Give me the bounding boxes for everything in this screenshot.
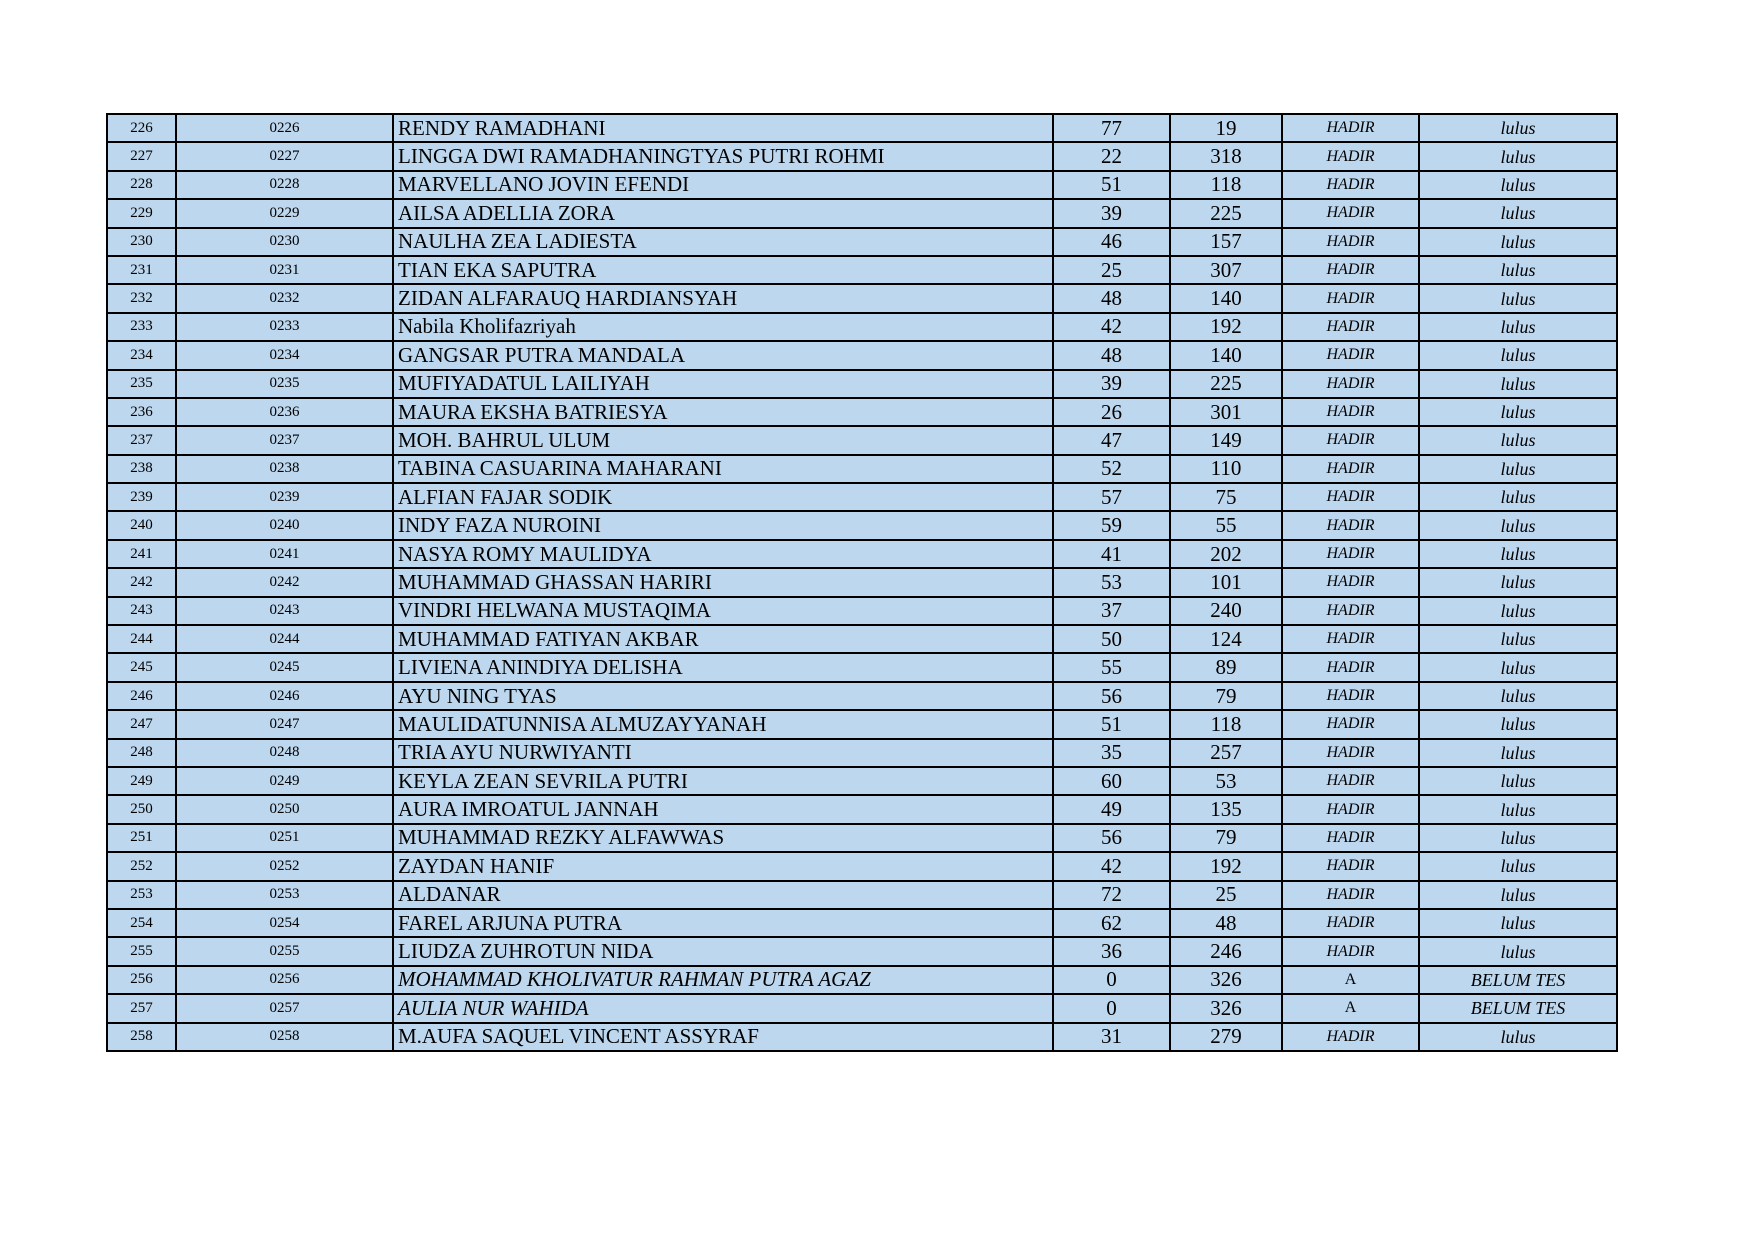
attendance-cell: HADIR	[1282, 568, 1419, 596]
participant-name-cell: RENDY RAMADHANI	[393, 114, 1053, 142]
rank-cell: 89	[1170, 653, 1282, 681]
table-row	[107, 994, 1617, 1022]
table-row	[107, 142, 1617, 170]
score-cell: 72	[1053, 881, 1170, 909]
participant-name-cell: AILSA ADELLIA ZORA	[393, 199, 1053, 227]
row-number-cell: 256	[107, 966, 176, 994]
row-number-cell: 231	[107, 256, 176, 284]
participant-name-cell: MAURA EKSHA BATRIESYA	[393, 398, 1053, 426]
participant-code-cell: 0239	[176, 483, 393, 511]
results-table	[106, 113, 1618, 1052]
row-number-cell: 229	[107, 199, 176, 227]
rank-cell: 257	[1170, 739, 1282, 767]
table-row	[107, 228, 1617, 256]
score-cell: 53	[1053, 568, 1170, 596]
score-cell: 47	[1053, 426, 1170, 454]
participant-name-cell: AYU NING TYAS	[393, 682, 1053, 710]
status-cell: BELUM TES	[1419, 966, 1617, 994]
attendance-cell: A	[1282, 994, 1419, 1022]
row-number-cell: 254	[107, 909, 176, 937]
attendance-cell: HADIR	[1282, 341, 1419, 369]
status-cell: lulus	[1419, 710, 1617, 738]
rank-cell: 307	[1170, 256, 1282, 284]
participant-code-cell: 0258	[176, 1023, 393, 1051]
status-cell: lulus	[1419, 909, 1617, 937]
status-cell: lulus	[1419, 142, 1617, 170]
participant-name-cell: LIUDZA ZUHROTUN NIDA	[393, 937, 1053, 965]
table-row	[107, 767, 1617, 795]
status-cell: lulus	[1419, 540, 1617, 568]
attendance-cell: HADIR	[1282, 398, 1419, 426]
table-row	[107, 511, 1617, 539]
row-number-cell: 255	[107, 937, 176, 965]
participant-code-cell: 0234	[176, 341, 393, 369]
participant-code-cell: 0246	[176, 682, 393, 710]
status-cell: lulus	[1419, 114, 1617, 142]
table-row	[107, 966, 1617, 994]
participant-code-cell: 0247	[176, 710, 393, 738]
score-cell: 41	[1053, 540, 1170, 568]
status-cell: lulus	[1419, 682, 1617, 710]
score-cell: 42	[1053, 852, 1170, 880]
table-row	[107, 852, 1617, 880]
row-number-cell: 232	[107, 284, 176, 312]
attendance-cell: HADIR	[1282, 625, 1419, 653]
table-row	[107, 653, 1617, 681]
participant-name-cell: ALFIAN FAJAR SODIK	[393, 483, 1053, 511]
status-cell: lulus	[1419, 228, 1617, 256]
table-row	[107, 313, 1617, 341]
rank-cell: 19	[1170, 114, 1282, 142]
row-number-cell: 226	[107, 114, 176, 142]
table-row	[107, 455, 1617, 483]
participant-code-cell: 0253	[176, 881, 393, 909]
row-number-cell: 258	[107, 1023, 176, 1051]
score-cell: 22	[1053, 142, 1170, 170]
rank-cell: 101	[1170, 568, 1282, 596]
table-row	[107, 256, 1617, 284]
participant-name-cell: TIAN EKA SAPUTRA	[393, 256, 1053, 284]
row-number-cell: 234	[107, 341, 176, 369]
score-cell: 50	[1053, 625, 1170, 653]
score-cell: 59	[1053, 511, 1170, 539]
participant-name-cell: INDY FAZA NUROINI	[393, 511, 1053, 539]
rank-cell: 48	[1170, 909, 1282, 937]
participant-code-cell: 0233	[176, 313, 393, 341]
attendance-cell: HADIR	[1282, 540, 1419, 568]
score-cell: 39	[1053, 370, 1170, 398]
participant-name-cell: LINGGA DWI RAMADHANINGTYAS PUTRI ROHMI	[393, 142, 1053, 170]
table-row	[107, 682, 1617, 710]
score-cell: 39	[1053, 199, 1170, 227]
row-number-cell: 252	[107, 852, 176, 880]
table-row	[107, 284, 1617, 312]
attendance-cell: HADIR	[1282, 682, 1419, 710]
rank-cell: 202	[1170, 540, 1282, 568]
attendance-cell: HADIR	[1282, 710, 1419, 738]
score-cell: 60	[1053, 767, 1170, 795]
status-cell: lulus	[1419, 767, 1617, 795]
table-body	[107, 114, 1617, 1051]
participant-name-cell: MOHAMMAD KHOLIVATUR RAHMAN PUTRA AGAZ	[393, 966, 1053, 994]
table-row	[107, 398, 1617, 426]
status-cell: lulus	[1419, 341, 1617, 369]
status-cell: lulus	[1419, 370, 1617, 398]
rank-cell: 140	[1170, 341, 1282, 369]
attendance-cell: HADIR	[1282, 455, 1419, 483]
score-cell: 42	[1053, 313, 1170, 341]
participant-code-cell: 0237	[176, 426, 393, 454]
table-row	[107, 426, 1617, 454]
participant-code-cell: 0248	[176, 739, 393, 767]
rank-cell: 225	[1170, 370, 1282, 398]
status-cell: BELUM TES	[1419, 994, 1617, 1022]
status-cell: lulus	[1419, 398, 1617, 426]
attendance-cell: HADIR	[1282, 483, 1419, 511]
score-cell: 46	[1053, 228, 1170, 256]
participant-code-cell: 0240	[176, 511, 393, 539]
status-cell: lulus	[1419, 795, 1617, 823]
score-cell: 62	[1053, 909, 1170, 937]
row-number-cell: 251	[107, 824, 176, 852]
table-row	[107, 795, 1617, 823]
participant-name-cell: LIVIENA ANINDIYA DELISHA	[393, 653, 1053, 681]
participant-code-cell: 0241	[176, 540, 393, 568]
status-cell: lulus	[1419, 256, 1617, 284]
participant-code-cell: 0254	[176, 909, 393, 937]
rank-cell: 118	[1170, 710, 1282, 738]
row-number-cell: 238	[107, 455, 176, 483]
rank-cell: 149	[1170, 426, 1282, 454]
rank-cell: 279	[1170, 1023, 1282, 1051]
row-number-cell: 244	[107, 625, 176, 653]
table-row	[107, 909, 1617, 937]
status-cell: lulus	[1419, 313, 1617, 341]
attendance-cell: HADIR	[1282, 653, 1419, 681]
score-cell: 52	[1053, 455, 1170, 483]
participant-name-cell: KEYLA ZEAN SEVRILA PUTRI	[393, 767, 1053, 795]
participant-code-cell: 0228	[176, 171, 393, 199]
attendance-cell: HADIR	[1282, 1023, 1419, 1051]
row-number-cell: 248	[107, 739, 176, 767]
rank-cell: 25	[1170, 881, 1282, 909]
row-number-cell: 243	[107, 597, 176, 625]
attendance-cell: HADIR	[1282, 739, 1419, 767]
participant-name-cell: NAULHA ZEA LADIESTA	[393, 228, 1053, 256]
participant-code-cell: 0230	[176, 228, 393, 256]
participant-code-cell: 0250	[176, 795, 393, 823]
table-row	[107, 114, 1617, 142]
rank-cell: 240	[1170, 597, 1282, 625]
status-cell: lulus	[1419, 852, 1617, 880]
participant-code-cell: 0227	[176, 142, 393, 170]
row-number-cell: 236	[107, 398, 176, 426]
participant-name-cell: ZIDAN ALFARAUQ HARDIANSYAH	[393, 284, 1053, 312]
attendance-cell: HADIR	[1282, 228, 1419, 256]
attendance-cell: HADIR	[1282, 909, 1419, 937]
status-cell: lulus	[1419, 568, 1617, 596]
row-number-cell: 250	[107, 795, 176, 823]
row-number-cell: 227	[107, 142, 176, 170]
participant-name-cell: GANGSAR PUTRA MANDALA	[393, 341, 1053, 369]
score-cell: 0	[1053, 966, 1170, 994]
attendance-cell: HADIR	[1282, 795, 1419, 823]
table-row	[107, 1023, 1617, 1051]
status-cell: lulus	[1419, 284, 1617, 312]
attendance-cell: HADIR	[1282, 824, 1419, 852]
table-row	[107, 171, 1617, 199]
participant-name-cell: NASYA ROMY MAULIDYA	[393, 540, 1053, 568]
participant-name-cell: M.AUFA SAQUEL VINCENT ASSYRAF	[393, 1023, 1053, 1051]
score-cell: 25	[1053, 256, 1170, 284]
score-cell: 57	[1053, 483, 1170, 511]
table-row	[107, 341, 1617, 369]
participant-name-cell: FAREL ARJUNA PUTRA	[393, 909, 1053, 937]
row-number-cell: 240	[107, 511, 176, 539]
table-row	[107, 710, 1617, 738]
table-row	[107, 937, 1617, 965]
participant-code-cell: 0236	[176, 398, 393, 426]
table-row	[107, 540, 1617, 568]
score-cell: 51	[1053, 171, 1170, 199]
status-cell: lulus	[1419, 199, 1617, 227]
score-cell: 48	[1053, 284, 1170, 312]
table-row	[107, 370, 1617, 398]
status-cell: lulus	[1419, 824, 1617, 852]
participant-name-cell: MAULIDATUNNISA ALMUZAYYANAH	[393, 710, 1053, 738]
score-cell: 77	[1053, 114, 1170, 142]
rank-cell: 326	[1170, 994, 1282, 1022]
rank-cell: 157	[1170, 228, 1282, 256]
status-cell: lulus	[1419, 426, 1617, 454]
rank-cell: 326	[1170, 966, 1282, 994]
participant-name-cell: Nabila Kholifazriyah	[393, 313, 1053, 341]
rank-cell: 135	[1170, 795, 1282, 823]
participant-code-cell: 0226	[176, 114, 393, 142]
score-cell: 48	[1053, 341, 1170, 369]
attendance-cell: HADIR	[1282, 114, 1419, 142]
status-cell: lulus	[1419, 511, 1617, 539]
score-cell: 35	[1053, 739, 1170, 767]
attendance-cell: HADIR	[1282, 313, 1419, 341]
row-number-cell: 235	[107, 370, 176, 398]
rank-cell: 79	[1170, 824, 1282, 852]
participant-code-cell: 0255	[176, 937, 393, 965]
row-number-cell: 237	[107, 426, 176, 454]
score-cell: 31	[1053, 1023, 1170, 1051]
participant-name-cell: VINDRI HELWANA MUSTAQIMA	[393, 597, 1053, 625]
score-cell: 51	[1053, 710, 1170, 738]
row-number-cell: 257	[107, 994, 176, 1022]
participant-name-cell: MUHAMMAD FATIYAN AKBAR	[393, 625, 1053, 653]
participant-name-cell: MARVELLANO JOVIN EFENDI	[393, 171, 1053, 199]
row-number-cell: 241	[107, 540, 176, 568]
participant-code-cell: 0229	[176, 199, 393, 227]
participant-code-cell: 0252	[176, 852, 393, 880]
score-cell: 37	[1053, 597, 1170, 625]
participant-code-cell: 0232	[176, 284, 393, 312]
status-cell: lulus	[1419, 739, 1617, 767]
participant-code-cell: 0249	[176, 767, 393, 795]
attendance-cell: HADIR	[1282, 284, 1419, 312]
participant-code-cell: 0251	[176, 824, 393, 852]
rank-cell: 55	[1170, 511, 1282, 539]
attendance-cell: HADIR	[1282, 767, 1419, 795]
rank-cell: 53	[1170, 767, 1282, 795]
row-number-cell: 246	[107, 682, 176, 710]
rank-cell: 192	[1170, 852, 1282, 880]
table-row	[107, 483, 1617, 511]
participant-name-cell: ZAYDAN HANIF	[393, 852, 1053, 880]
status-cell: lulus	[1419, 171, 1617, 199]
table-row	[107, 881, 1617, 909]
table-row	[107, 625, 1617, 653]
participant-code-cell: 0257	[176, 994, 393, 1022]
participant-name-cell: AULIA NUR WAHIDA	[393, 994, 1053, 1022]
score-cell: 0	[1053, 994, 1170, 1022]
participant-name-cell: TABINA CASUARINA MAHARANI	[393, 455, 1053, 483]
participant-name-cell: MOH. BAHRUL ULUM	[393, 426, 1053, 454]
rank-cell: 124	[1170, 625, 1282, 653]
score-cell: 36	[1053, 937, 1170, 965]
score-cell: 26	[1053, 398, 1170, 426]
row-number-cell: 239	[107, 483, 176, 511]
table-row	[107, 568, 1617, 596]
score-cell: 56	[1053, 682, 1170, 710]
score-cell: 49	[1053, 795, 1170, 823]
row-number-cell: 245	[107, 653, 176, 681]
attendance-cell: HADIR	[1282, 937, 1419, 965]
participant-name-cell: ALDANAR	[393, 881, 1053, 909]
rank-cell: 225	[1170, 199, 1282, 227]
rank-cell: 110	[1170, 455, 1282, 483]
participant-name-cell: AURA IMROATUL JANNAH	[393, 795, 1053, 823]
row-number-cell: 249	[107, 767, 176, 795]
rank-cell: 140	[1170, 284, 1282, 312]
participant-name-cell: MUFIYADATUL LAILIYAH	[393, 370, 1053, 398]
rank-cell: 118	[1170, 171, 1282, 199]
attendance-cell: A	[1282, 966, 1419, 994]
row-number-cell: 242	[107, 568, 176, 596]
attendance-cell: HADIR	[1282, 511, 1419, 539]
attendance-cell: HADIR	[1282, 142, 1419, 170]
participant-name-cell: TRIA AYU NURWIYANTI	[393, 739, 1053, 767]
row-number-cell: 233	[107, 313, 176, 341]
attendance-cell: HADIR	[1282, 881, 1419, 909]
attendance-cell: HADIR	[1282, 426, 1419, 454]
attendance-cell: HADIR	[1282, 597, 1419, 625]
rank-cell: 79	[1170, 682, 1282, 710]
row-number-cell: 228	[107, 171, 176, 199]
table-row	[107, 199, 1617, 227]
rank-cell: 246	[1170, 937, 1282, 965]
status-cell: lulus	[1419, 1023, 1617, 1051]
attendance-cell: HADIR	[1282, 852, 1419, 880]
status-cell: lulus	[1419, 597, 1617, 625]
participant-code-cell: 0238	[176, 455, 393, 483]
participant-code-cell: 0245	[176, 653, 393, 681]
attendance-cell: HADIR	[1282, 370, 1419, 398]
participant-code-cell: 0242	[176, 568, 393, 596]
participant-code-cell: 0235	[176, 370, 393, 398]
participant-code-cell: 0231	[176, 256, 393, 284]
rank-cell: 192	[1170, 313, 1282, 341]
score-cell: 55	[1053, 653, 1170, 681]
row-number-cell: 247	[107, 710, 176, 738]
status-cell: lulus	[1419, 653, 1617, 681]
table-row	[107, 824, 1617, 852]
rank-cell: 75	[1170, 483, 1282, 511]
row-number-cell: 230	[107, 228, 176, 256]
participant-name-cell: MUHAMMAD REZKY ALFAWWAS	[393, 824, 1053, 852]
participant-code-cell: 0244	[176, 625, 393, 653]
table-row	[107, 597, 1617, 625]
status-cell: lulus	[1419, 625, 1617, 653]
participant-code-cell: 0243	[176, 597, 393, 625]
attendance-cell: HADIR	[1282, 171, 1419, 199]
participant-name-cell: MUHAMMAD GHASSAN HARIRI	[393, 568, 1053, 596]
status-cell: lulus	[1419, 483, 1617, 511]
attendance-cell: HADIR	[1282, 256, 1419, 284]
participant-code-cell: 0256	[176, 966, 393, 994]
rank-cell: 301	[1170, 398, 1282, 426]
status-cell: lulus	[1419, 881, 1617, 909]
rank-cell: 318	[1170, 142, 1282, 170]
table-row	[107, 739, 1617, 767]
score-cell: 56	[1053, 824, 1170, 852]
status-cell: lulus	[1419, 455, 1617, 483]
row-number-cell: 253	[107, 881, 176, 909]
status-cell: lulus	[1419, 937, 1617, 965]
attendance-cell: HADIR	[1282, 199, 1419, 227]
